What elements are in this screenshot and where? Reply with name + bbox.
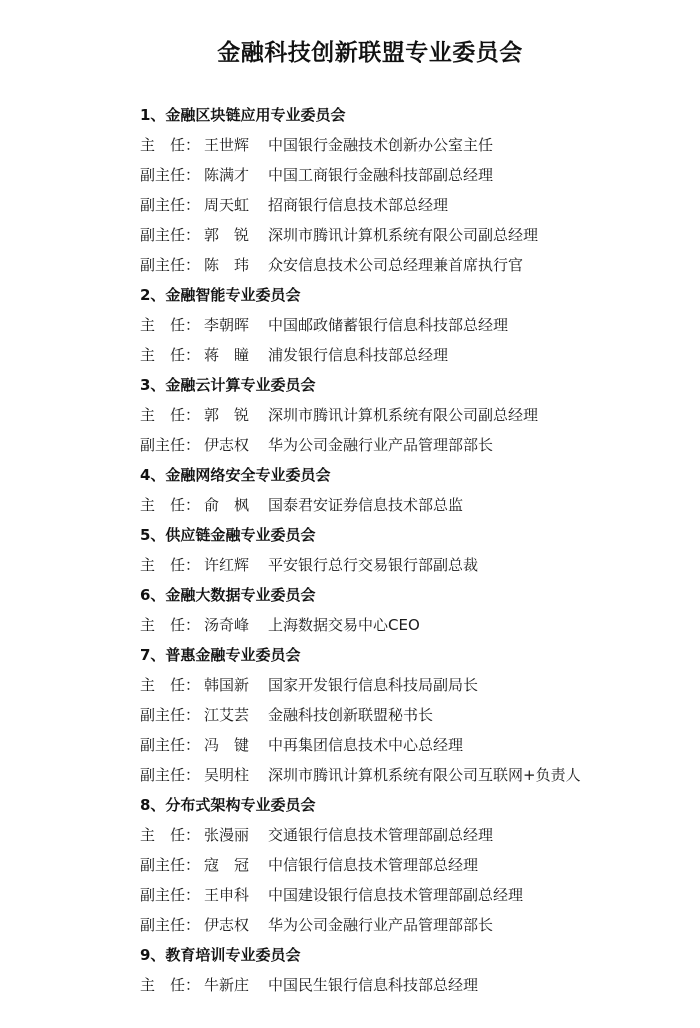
member-name: 陈满才 <box>204 166 250 184</box>
committee-heading: 8、分布式架构专业委员会 <box>140 796 316 814</box>
member-row <box>140 430 680 460</box>
member-row <box>140 760 680 790</box>
member-name: 韩国新 <box>204 676 250 694</box>
committee-section <box>140 940 680 1000</box>
member-name: 李朝晖 <box>204 316 250 334</box>
member-row <box>140 730 680 760</box>
member-org: 中国民生银行信息科技部总经理 <box>268 976 479 994</box>
member-org: 中再集团信息技术中心总经理 <box>268 736 464 754</box>
member-org: 深圳市腾讯计算机系统有限公司副总经理 <box>268 226 539 244</box>
committee-list <box>140 100 680 1000</box>
member-row <box>140 340 680 370</box>
member-row <box>140 160 680 190</box>
member-role: 主 任： <box>140 976 201 994</box>
member-role: 副主任： <box>140 196 201 214</box>
member-name: 蒋 瞳 <box>204 346 250 364</box>
committee-heading: 6、金融大数据专业委员会 <box>140 586 316 604</box>
member-role: 主 任： <box>140 556 201 574</box>
committee-section <box>140 580 680 640</box>
committee-heading: 3、金融云计算专业委员会 <box>140 376 316 394</box>
member-row <box>140 970 680 1000</box>
member-name: 江艾芸 <box>204 706 250 724</box>
committee-section <box>140 790 680 940</box>
member-role: 主 任： <box>140 406 201 424</box>
committee-section <box>140 520 680 580</box>
member-row <box>140 130 680 160</box>
member-name: 王申科 <box>204 886 250 904</box>
member-role: 副主任： <box>140 886 201 904</box>
member-role: 副主任： <box>140 256 201 274</box>
member-org: 华为公司金融行业产品管理部部长 <box>268 916 494 934</box>
member-name: 郭 锐 <box>204 406 250 424</box>
member-name: 王世辉 <box>204 136 250 154</box>
member-name: 周天虹 <box>204 196 250 214</box>
member-org: 金融科技创新联盟秘书长 <box>268 706 434 724</box>
member-row <box>140 490 680 520</box>
member-org: 深圳市腾讯计算机系统有限公司副总经理 <box>268 406 539 424</box>
member-org: 华为公司金融行业产品管理部部长 <box>268 436 494 454</box>
member-row <box>140 610 680 640</box>
member-org: 深圳市腾讯计算机系统有限公司互联网+负责人 <box>268 766 581 784</box>
member-name: 郭 锐 <box>204 226 250 244</box>
member-role: 副主任： <box>140 916 201 934</box>
member-role: 副主任： <box>140 226 201 244</box>
member-row <box>140 700 680 730</box>
committee-heading: 5、供应链金融专业委员会 <box>140 526 316 544</box>
member-row <box>140 250 680 280</box>
member-role: 副主任： <box>140 766 201 784</box>
member-org: 国家开发银行信息科技局副局长 <box>268 676 479 694</box>
committee-section <box>140 640 680 790</box>
member-row <box>140 880 680 910</box>
member-role: 主 任： <box>140 496 201 514</box>
member-org: 众安信息技术公司总经理兼首席执行官 <box>268 256 524 274</box>
member-org: 中国工商银行金融科技部副总经理 <box>268 166 494 184</box>
member-role: 主 任： <box>140 616 201 634</box>
member-role: 副主任： <box>140 736 201 754</box>
member-name: 伊志权 <box>204 436 250 454</box>
member-org: 中国银行金融技术创新办公室主任 <box>268 136 494 154</box>
member-name: 吴明柱 <box>204 766 250 784</box>
committee-section <box>140 280 680 370</box>
member-org: 浦发银行信息科技部总经理 <box>268 346 449 364</box>
member-role: 主 任： <box>140 826 201 844</box>
committee-section <box>140 100 680 280</box>
member-name: 伊志权 <box>204 916 250 934</box>
member-role: 主 任： <box>140 316 201 334</box>
member-name: 陈 玮 <box>204 256 250 274</box>
member-org: 国泰君安证券信息技术部总监 <box>268 496 464 514</box>
member-org: 中信银行信息技术管理部总经理 <box>268 856 479 874</box>
member-row <box>140 910 680 940</box>
member-role: 副主任： <box>140 166 201 184</box>
member-org: 中国建设银行信息技术管理部副总经理 <box>268 886 524 904</box>
member-role: 副主任： <box>140 436 201 454</box>
member-role: 副主任： <box>140 706 201 724</box>
member-name: 冯 键 <box>204 736 250 754</box>
member-name: 张漫丽 <box>204 826 250 844</box>
committee-section <box>140 370 680 460</box>
committee-heading: 7、普惠金融专业委员会 <box>140 646 301 664</box>
committee-section <box>140 460 680 520</box>
committee-heading: 2、金融智能专业委员会 <box>140 286 301 304</box>
member-role: 主 任： <box>140 136 201 154</box>
member-org: 平安银行总行交易银行部副总裁 <box>268 556 479 574</box>
member-row <box>140 190 680 220</box>
page-title: 金融科技创新联盟专业委员会 <box>217 40 523 66</box>
member-row <box>140 550 680 580</box>
member-name: 俞 枫 <box>204 496 250 514</box>
member-name: 牛新庄 <box>204 976 250 994</box>
member-name: 许红辉 <box>204 556 250 574</box>
committee-heading: 9、教育培训专业委员会 <box>140 946 301 964</box>
committee-heading: 4、金融网络安全专业委员会 <box>140 466 331 484</box>
member-name: 寇 冠 <box>204 856 250 874</box>
member-name: 汤奇峰 <box>204 616 250 634</box>
member-row <box>140 220 680 250</box>
member-org: 中国邮政储蓄银行信息科技部总经理 <box>268 316 509 334</box>
member-org: 上海数据交易中心CEO <box>268 616 420 634</box>
member-row <box>140 820 680 850</box>
committee-heading: 1、金融区块链应用专业委员会 <box>140 106 346 124</box>
member-row <box>140 850 680 880</box>
member-role: 主 任： <box>140 346 201 364</box>
member-row <box>140 310 680 340</box>
member-role: 主 任： <box>140 676 201 694</box>
member-row <box>140 670 680 700</box>
member-row <box>140 400 680 430</box>
member-org: 招商银行信息技术部总经理 <box>268 196 449 214</box>
member-role: 副主任： <box>140 856 201 874</box>
member-org: 交通银行信息技术管理部副总经理 <box>268 826 494 844</box>
